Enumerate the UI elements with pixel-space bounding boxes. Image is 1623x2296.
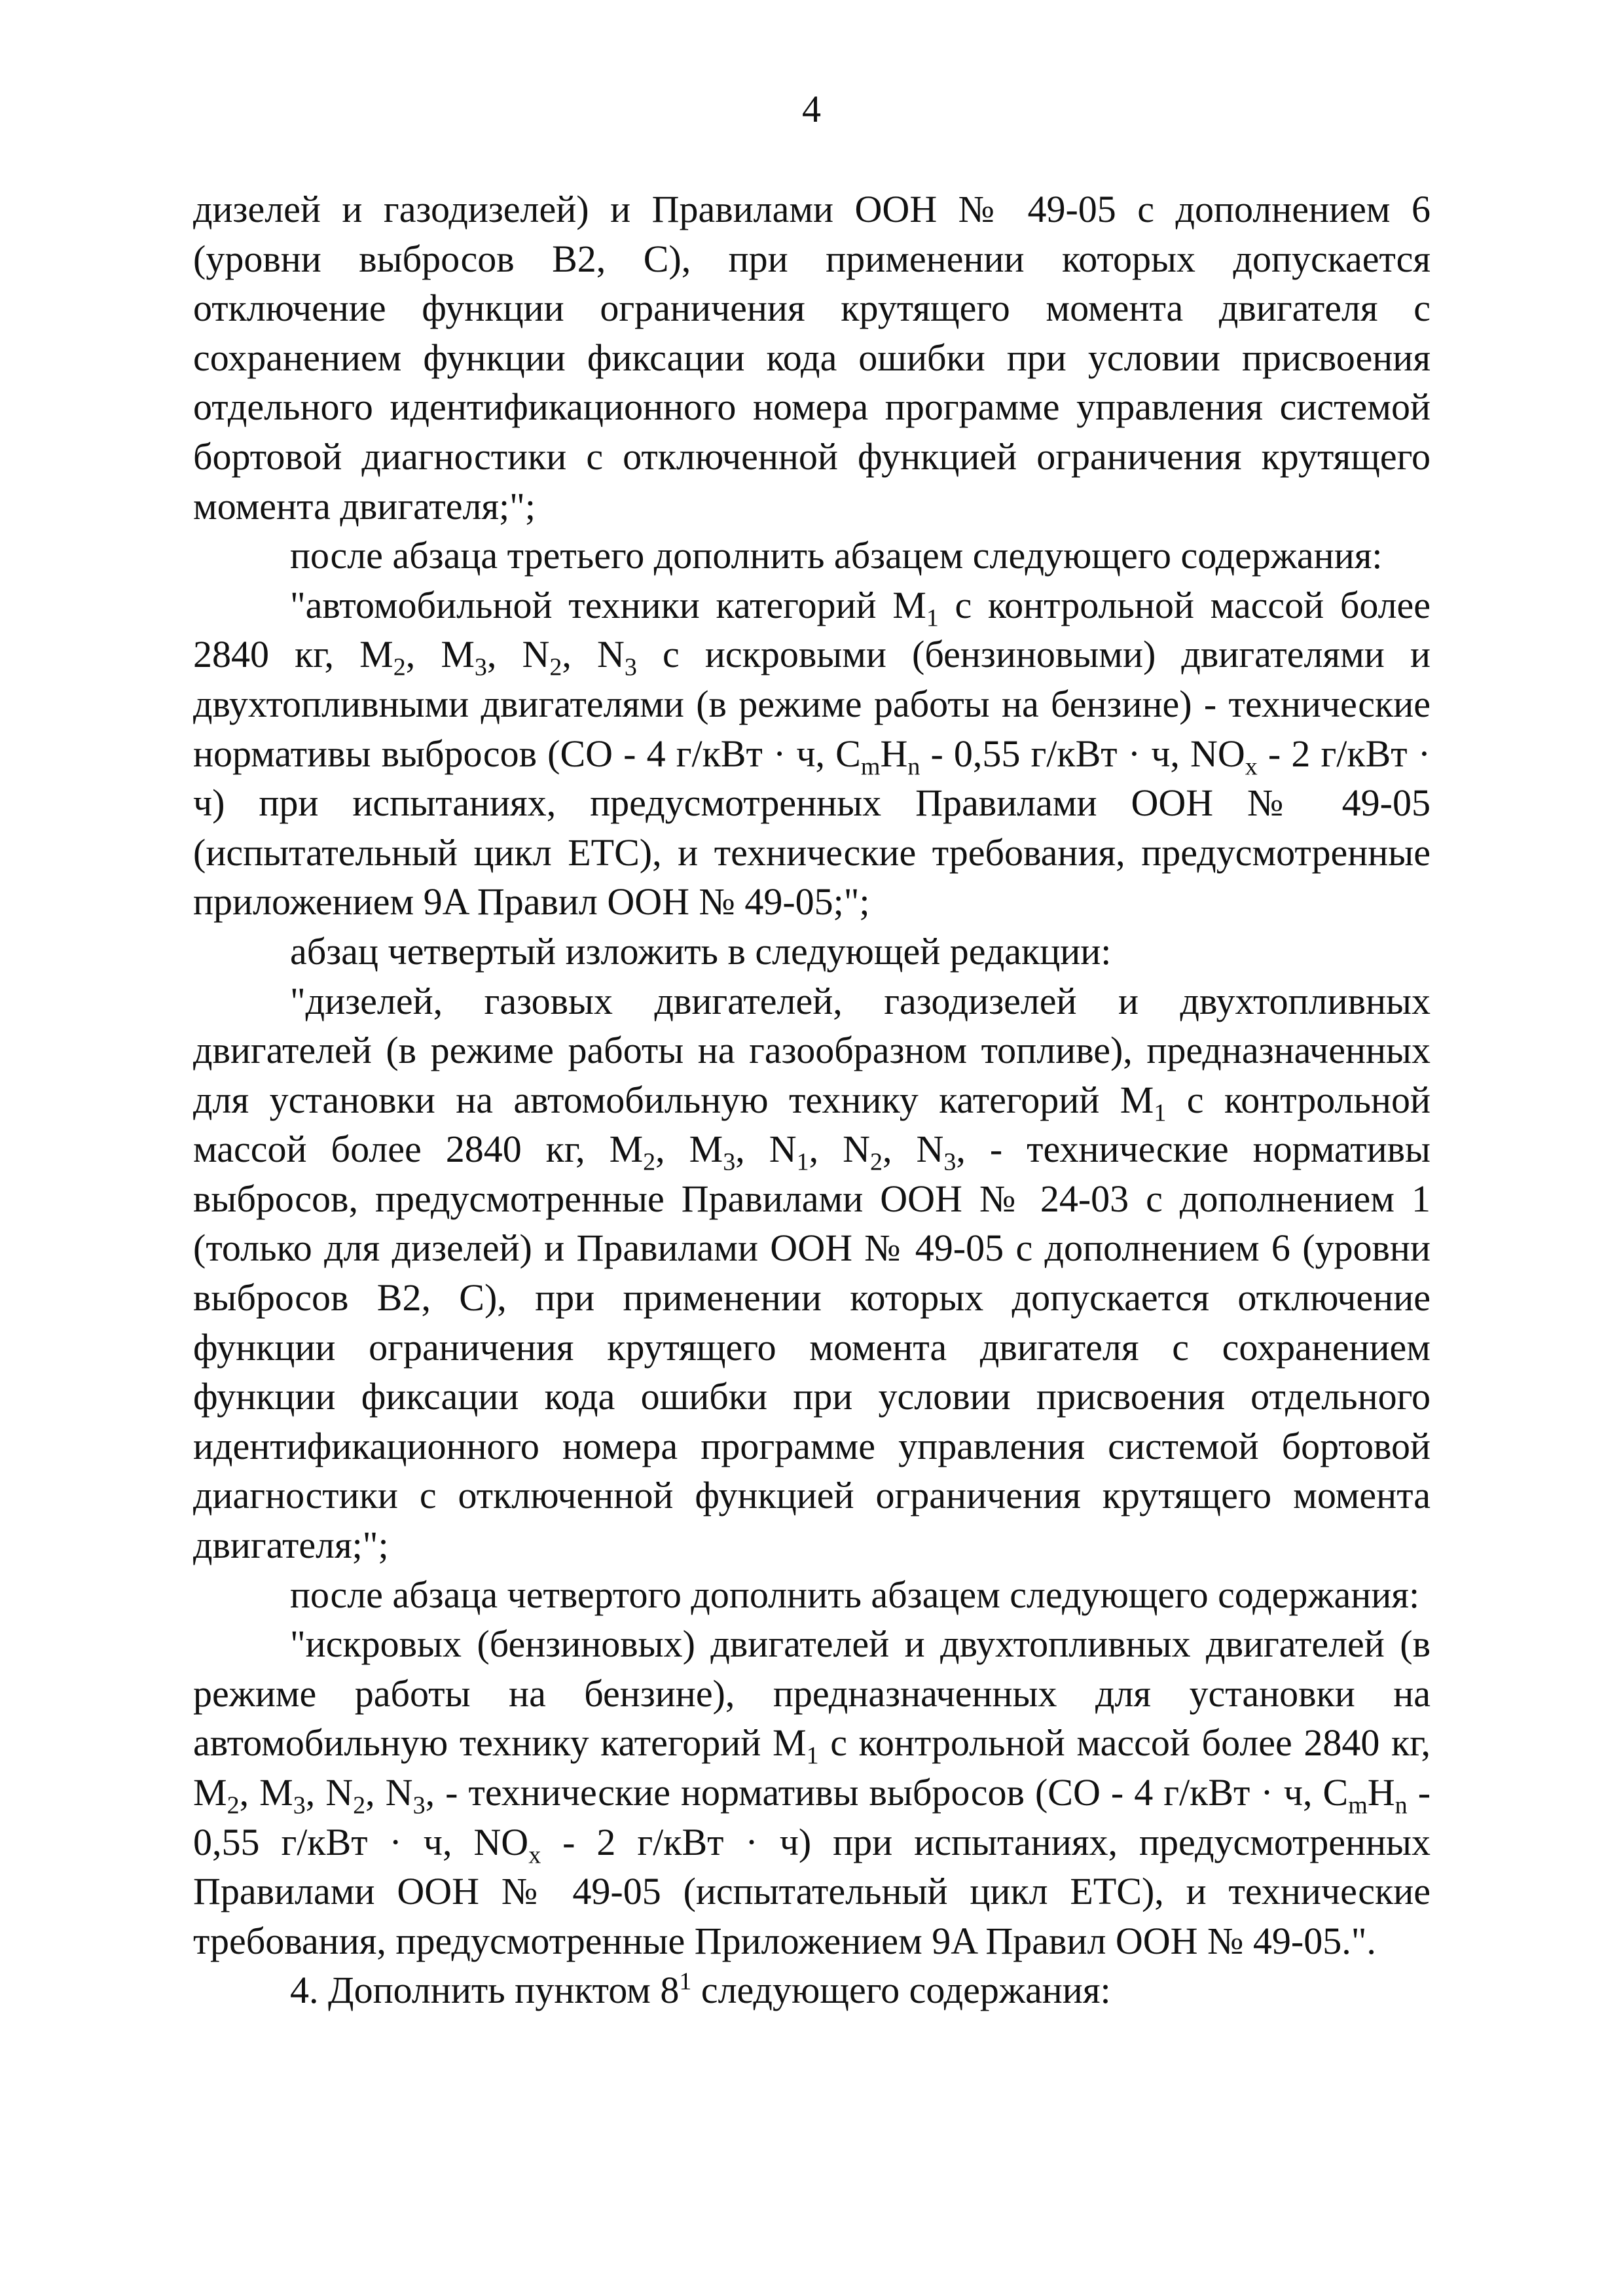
subscript: 3 bbox=[412, 1791, 426, 1820]
subscript: n bbox=[1395, 1791, 1408, 1820]
paragraph bbox=[193, 531, 1431, 581]
subscript: m bbox=[860, 753, 881, 781]
text-run: , N bbox=[882, 1128, 944, 1171]
subscript: 2 bbox=[353, 1791, 366, 1820]
subscript: m bbox=[1348, 1791, 1368, 1820]
text-run: , N bbox=[365, 1771, 413, 1814]
text-run: , M bbox=[239, 1771, 293, 1814]
subscript: 1 bbox=[926, 604, 939, 632]
subscript: x bbox=[528, 1841, 541, 1869]
paragraph bbox=[193, 977, 1431, 1570]
paragraph bbox=[193, 1619, 1431, 1965]
subscript: 1 bbox=[1154, 1099, 1167, 1127]
text-run: с контрольной массой более 2840 кг, M bbox=[193, 1078, 1431, 1171]
text-run: - 2 г/кВт · ч) при испытаниях, предусмотренных Правилами ООН № 49-05 (испытательный цикл ETC), и технические требования, предусмотренные Приложением 9A Правил ООН № 49-05.". bbox=[193, 1820, 1431, 1962]
text-run: дизелей и газодизелей) и Правилами ООН № 49-05 с дополнением 6 (уровни выбросов B2, C), при применении которых допускается отключение функции ограничения крутящего момента двигателя с сохранением функции фиксации кода ошибки при условии присвоения отдельного идентификационного номера программе управления системой бортовой диагностики с отключенной функцией ограничения крутящего момента двигателя;"; bbox=[193, 188, 1431, 528]
paragraph bbox=[193, 927, 1431, 977]
text-run: с контрольной массой более 2840 кг, M bbox=[193, 583, 1431, 676]
paragraph bbox=[193, 185, 1431, 531]
subscript: 2 bbox=[227, 1791, 240, 1820]
text-run: после абзаца третьего дополнить абзацем следующего содержания: bbox=[290, 534, 1383, 577]
text-run: "искровых (бензиновых) двигателей и двухтопливных двигателей (в режиме работы на бензине), предназначенных для установки на автомобильную технику категорий M bbox=[193, 1623, 1431, 1765]
subscript: 1 bbox=[806, 1742, 819, 1770]
text-run: , M bbox=[655, 1128, 723, 1171]
text-run: , - технические нормативы выбросов, предусмотренные Правилами ООН № 24-03 с дополнением 1 (только для дизелей) и Правилами ООН № 49-05 с дополнением 6 (уровни выбросов B2, C), при применении которых допускается отключение функции ограничения крутящего момента двигателя с сохранением функции фиксации кода ошибки при условии присвоения отдельного идентификационного номера программе управления системой бортовой диагностики с отключенной функцией ограничения крутящего момента двигателя;"; bbox=[193, 1128, 1431, 1567]
subscript: 3 bbox=[474, 653, 487, 681]
document-body bbox=[193, 185, 1431, 2015]
text-run: абзац четвертый изложить в следующей редакции: bbox=[290, 929, 1112, 973]
subscript: 3 bbox=[293, 1791, 306, 1820]
text-run: , N bbox=[486, 633, 550, 676]
subscript: 2 bbox=[393, 653, 406, 681]
text-run: 4. Дополнить пунктом 8 bbox=[290, 1969, 680, 2012]
subscript: 2 bbox=[643, 1148, 656, 1176]
paragraph bbox=[193, 581, 1431, 927]
text-run: после абзаца четвертого дополнить абзацем следующего содержания: bbox=[290, 1573, 1420, 1616]
subscript: x bbox=[1245, 753, 1258, 781]
text-run: следующего содержания: bbox=[691, 1969, 1111, 2012]
subscript: 2 bbox=[869, 1148, 883, 1176]
subscript: n bbox=[907, 753, 921, 781]
text-run: с искровыми (бензиновыми) двигателями и двухтопливными двигателями (в режиме работы на бензине) - технические нормативы выбросов (CO - 4 г/кВт · ч, C bbox=[193, 633, 1431, 775]
subscript: 1 bbox=[796, 1148, 809, 1176]
text-run: - 0,55 г/кВт · ч, NO bbox=[920, 732, 1245, 775]
text-run: - 2 г/кВт · ч) при испытаниях, предусмотренных Правилами ООН № 49-05 (испытательный цикл ETC), и технические требования, предусмотренные приложением 9A Правил ООН № 49-05;"; bbox=[193, 732, 1431, 924]
text-run: , - технические нормативы выбросов (CO - 4 г/кВт · ч, C bbox=[425, 1771, 1349, 1814]
page-number: 4 bbox=[802, 88, 821, 130]
subscript: 3 bbox=[723, 1148, 736, 1176]
text-run: H bbox=[1367, 1771, 1395, 1814]
text-run: с контрольной массой более 2840 кг, M bbox=[193, 1721, 1431, 1814]
subscript: 3 bbox=[624, 653, 637, 681]
superscript: 1 bbox=[679, 1968, 692, 1996]
text-run: "дизелей, газовых двигателей, газодизелей и двухтопливных двигателей (в режиме работы на газообразном топливе), предназначенных для установки на автомобильную технику категорий M bbox=[193, 979, 1431, 1121]
text-run: , N bbox=[735, 1128, 797, 1171]
paragraph bbox=[193, 1570, 1431, 1620]
text-run: , M bbox=[405, 633, 475, 676]
paragraph bbox=[193, 1965, 1431, 2015]
text-run: H bbox=[880, 732, 908, 775]
text-run: "автомобильной техники категорий M bbox=[290, 583, 926, 626]
text-run: - 0,55 г/кВт · ч, NO bbox=[193, 1771, 1431, 1863]
text-run: , N bbox=[809, 1128, 870, 1171]
subscript: 2 bbox=[549, 653, 562, 681]
text-run: , N bbox=[305, 1771, 354, 1814]
subscript: 3 bbox=[943, 1148, 957, 1176]
text-run: , N bbox=[562, 633, 625, 676]
